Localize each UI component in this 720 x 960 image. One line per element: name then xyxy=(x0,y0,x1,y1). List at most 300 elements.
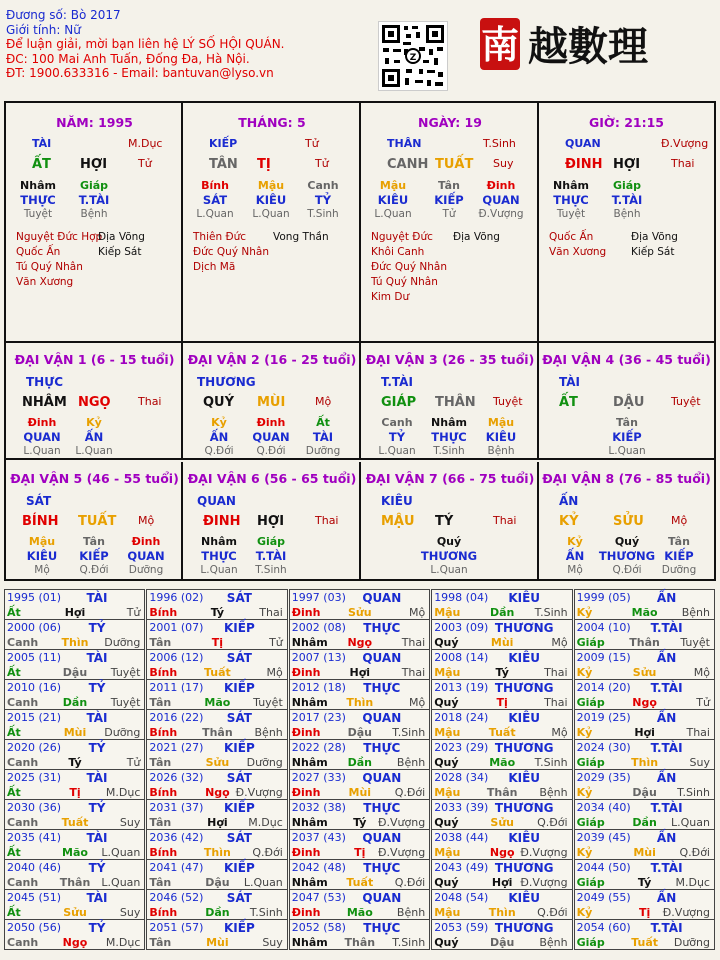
year-god: THỰC xyxy=(363,801,401,815)
year-stem: Nhâm xyxy=(291,696,328,709)
year-state: Dưỡng xyxy=(104,726,141,739)
year-branch: Mùi xyxy=(490,636,514,649)
header-info xyxy=(6,8,366,81)
year-god: KIÊU xyxy=(508,891,541,905)
year-branch: Tuất xyxy=(631,936,658,949)
pillar-branch-state: Thai xyxy=(671,157,695,170)
year-god: THỰC xyxy=(363,741,401,755)
year-cell xyxy=(146,679,287,710)
dv-hidden-stem: Canh xyxy=(381,416,413,429)
year-state: Mộ xyxy=(551,726,568,739)
year-state: Dưỡng xyxy=(104,636,141,649)
year-label: 2047 (53) xyxy=(291,891,346,904)
pillar-god: QUAN xyxy=(565,137,601,150)
hidden-state: Bệnh xyxy=(80,208,108,220)
dai-van-branch: HỢI xyxy=(257,514,285,529)
year-stem: Canh xyxy=(7,636,39,649)
year-label: 2024 (30) xyxy=(576,741,631,754)
year-branch: Dậu xyxy=(489,936,515,949)
star-left: Đức Quý Nhân xyxy=(193,246,269,258)
year-cell xyxy=(289,919,430,950)
dv-hidden-state: Q.Đới xyxy=(79,564,109,576)
star-left: Tú Quý Nhân xyxy=(371,276,438,288)
year-branch: Thìn xyxy=(346,696,374,709)
year-state: Thai xyxy=(401,666,426,679)
year-state: Q.Đới xyxy=(394,786,426,799)
year-god: TÀI xyxy=(86,711,108,725)
dv-hidden-stem: Đinh xyxy=(256,416,286,429)
dai-van-2 xyxy=(183,343,361,460)
year-label: 2013 (19) xyxy=(434,681,489,694)
dv-hidden-god: KIÊU xyxy=(485,430,517,444)
year-stem: Kỷ xyxy=(576,606,593,619)
year-state: Dưỡng xyxy=(246,756,283,769)
hidden-stem: Đinh xyxy=(486,179,516,192)
year-stem: Ất xyxy=(7,846,21,859)
dv-hidden-god: ẤN xyxy=(565,549,585,563)
year-state: Mộ xyxy=(693,666,710,679)
year-cell xyxy=(146,739,287,770)
year-stem: Mậu xyxy=(434,906,461,919)
year-state: M.Dục xyxy=(248,816,283,829)
year-cell xyxy=(4,649,145,680)
year-branch: Sửu xyxy=(63,906,87,919)
year-god: KIẾP xyxy=(224,621,255,635)
year-label: 2034 (40) xyxy=(576,801,631,814)
year-cell xyxy=(289,889,430,920)
dai-van-stem: MẬU xyxy=(381,514,415,529)
year-branch: Ngọ xyxy=(347,636,373,649)
dai-van-stem: GIÁP xyxy=(381,395,417,410)
year-state: Đ.Vượng xyxy=(520,876,568,889)
hidden-state: Tuyệt xyxy=(556,208,586,220)
hidden-god: KIÊU xyxy=(377,193,409,207)
year-label: 2033 (39) xyxy=(434,801,489,814)
year-god: THƯƠNG xyxy=(494,741,554,755)
year-cell xyxy=(4,619,145,650)
year-god: KIẾP xyxy=(224,801,255,815)
year-branch: Dậu xyxy=(62,666,88,679)
year-state: M.Dục xyxy=(105,936,141,949)
pillar-stem: TÂN xyxy=(209,157,238,172)
hidden-god: THỰC xyxy=(553,193,589,207)
dai-van-branch: MÙI xyxy=(257,395,286,410)
year-branch: Ngọ xyxy=(62,936,88,949)
year-god: KIẾP xyxy=(224,741,255,755)
year-branch: Mão xyxy=(489,756,516,769)
year-god: QUAN xyxy=(362,891,402,905)
dv-hidden-state: Mộ xyxy=(34,564,50,576)
year-stem: Nhâm xyxy=(291,816,328,829)
dai-van-branch: NGỌ xyxy=(78,395,111,410)
year-branch: Tị xyxy=(638,906,651,919)
pillar-branch: HỢI xyxy=(613,157,641,172)
dv-hidden-stem: Tân xyxy=(83,535,105,548)
year-stem: Tân xyxy=(149,756,172,769)
year-label: 2020 (26) xyxy=(7,741,62,754)
pillar-branch-state: Suy xyxy=(493,157,514,170)
year-label: 2000 (06) xyxy=(7,621,62,634)
pillar-god-state: T.Sinh xyxy=(483,137,516,150)
dv-hidden-god: THỰC xyxy=(201,549,237,563)
year-stem: Nhâm xyxy=(291,936,328,949)
year-cell xyxy=(431,919,572,950)
star-left: Đức Quý Nhân xyxy=(371,261,447,273)
year-stem: Giáp xyxy=(576,636,605,649)
dai-van-title: ĐẠI VẬN 4 (36 - 45 tuổi) xyxy=(542,352,711,367)
dai-van-stem: BÍNH xyxy=(22,514,59,529)
year-stem: Giáp xyxy=(576,756,605,769)
year-god: THỰC xyxy=(363,681,401,695)
star-left: Tú Quý Nhân xyxy=(16,261,83,273)
year-label: 2053 (59) xyxy=(434,921,489,934)
dai-van-state: Thai xyxy=(493,514,517,527)
year-branch: Dần xyxy=(347,756,372,769)
pillar-branch-state: Tử xyxy=(138,157,152,170)
year-state: Tuyệt xyxy=(253,696,283,709)
year-branch: Mùi xyxy=(206,936,229,949)
dv-hidden-state: T.Sinh xyxy=(433,445,465,457)
dv-hidden-stem: Mậu xyxy=(28,535,56,548)
dai-van-8 xyxy=(539,462,714,579)
year-branch: Tý xyxy=(637,876,652,889)
star-left: Kim Dư xyxy=(371,291,410,303)
year-label: 2008 (14) xyxy=(434,651,489,664)
year-state: Đ.Vượng xyxy=(662,906,710,919)
pillar-1 xyxy=(6,103,183,341)
dai-van-5 xyxy=(6,462,183,579)
year-stem: Kỷ xyxy=(576,906,593,919)
pillar-branch: TỊ xyxy=(257,157,271,172)
year-god: QUAN xyxy=(362,771,402,785)
year-label: 1999 (05) xyxy=(576,591,631,604)
year-cell xyxy=(574,859,715,890)
year-state: Thai xyxy=(686,726,710,739)
dv-hidden-state: Dưỡng xyxy=(661,564,697,576)
year-cell xyxy=(4,589,145,620)
dai-van-state: Tuyệt xyxy=(671,395,701,408)
year-stem: Mậu xyxy=(434,606,461,619)
year-label: 2022 (28) xyxy=(291,741,346,754)
hidden-god: T.TÀI xyxy=(611,193,643,207)
year-stem: Mậu xyxy=(434,786,461,799)
year-god: TỶ xyxy=(88,921,106,935)
year-cell xyxy=(574,619,715,650)
year-label: 2014 (20) xyxy=(576,681,631,694)
year-cell xyxy=(574,919,715,950)
dai-van-6 xyxy=(183,462,361,579)
star-right: Vong Thần xyxy=(273,231,329,243)
year-state: L.Quan xyxy=(101,876,141,889)
year-stem: Quý xyxy=(434,936,459,949)
dv-hidden-state: L.Quan xyxy=(430,564,468,576)
dv-hidden-state: L.Quan xyxy=(608,445,646,457)
year-state: Suy xyxy=(119,816,141,829)
svg-text:越數理: 越數理 xyxy=(528,23,648,70)
pillar-god-state: Đ.Vượng xyxy=(661,137,709,150)
year-stem: Bính xyxy=(149,606,178,619)
dv-hidden-stem: Đinh xyxy=(27,416,57,429)
year-label: 2010 (16) xyxy=(7,681,62,694)
year-state: Mộ xyxy=(408,696,426,709)
year-cell xyxy=(431,619,572,650)
dai-van-state: Mộ xyxy=(138,514,155,527)
year-branch: Mão xyxy=(346,906,373,919)
year-state: T.Sinh xyxy=(534,606,568,619)
year-state: T.Sinh xyxy=(392,726,426,739)
pillar-stem: ẤT xyxy=(32,157,51,172)
dai-van-title: ĐẠI VẬN 8 (76 - 85 tuổi) xyxy=(542,471,711,486)
year-state: Suy xyxy=(119,906,141,919)
year-stem: Mậu xyxy=(434,726,461,739)
year-stem: Ất xyxy=(7,666,21,679)
dv-hidden-god: QUAN xyxy=(127,549,165,563)
year-stem: Quý xyxy=(434,636,459,649)
year-label: 2027 (33) xyxy=(291,771,346,784)
year-stem: Canh xyxy=(7,936,39,949)
year-state: Bệnh xyxy=(681,606,710,619)
year-label: 2004 (10) xyxy=(576,621,631,634)
year-branch: Dần xyxy=(62,696,88,709)
owner-line: Đương số: Bò 2017 xyxy=(6,8,121,22)
year-label: 2009 (15) xyxy=(576,651,631,664)
year-state: Tuyệt xyxy=(110,696,141,709)
year-label: 2019 (25) xyxy=(576,711,631,724)
year-god: ẤN xyxy=(656,771,677,785)
year-god: THỰC xyxy=(363,921,401,935)
year-branch: Mão xyxy=(631,606,658,619)
dv-hidden-stem: Tân xyxy=(668,535,690,548)
year-label: 2032 (38) xyxy=(291,801,346,814)
year-label: 2018 (24) xyxy=(434,711,489,724)
dv-hidden-stem: Quý xyxy=(614,535,640,548)
year-stem: Canh xyxy=(7,876,39,889)
year-state: Bệnh xyxy=(396,756,426,769)
dai-van-3 xyxy=(361,343,539,460)
year-cell xyxy=(574,829,715,860)
year-state: L.Quan xyxy=(671,816,710,829)
year-stem: Tân xyxy=(149,936,172,949)
year-label: 2054 (60) xyxy=(576,921,631,934)
year-stem: Bính xyxy=(149,726,178,739)
year-god: THƯƠNG xyxy=(494,921,554,935)
year-label: 2037 (43) xyxy=(291,831,346,844)
year-cell xyxy=(146,889,287,920)
year-cell xyxy=(289,799,430,830)
year-state: Q.Đới xyxy=(252,846,283,859)
year-stem: Quý xyxy=(434,876,459,889)
year-state: Tử xyxy=(126,606,141,619)
year-state: Suy xyxy=(689,756,710,769)
year-cell xyxy=(574,679,715,710)
dai-van-branch: DẬU xyxy=(613,395,645,410)
hidden-stem: Mậu xyxy=(379,179,407,192)
year-state: T.Sinh xyxy=(392,936,426,949)
dai-van-god: ẤN xyxy=(559,494,579,508)
dai-van-7 xyxy=(361,462,539,579)
year-state: Q.Đới xyxy=(679,846,710,859)
year-cell xyxy=(4,709,145,740)
dv-hidden-god: KIẾP xyxy=(612,430,642,444)
year-cell xyxy=(574,769,715,800)
hidden-state: L.Quan xyxy=(374,208,412,220)
dv-hidden-stem: Ất xyxy=(316,416,330,429)
year-label: 2028 (34) xyxy=(434,771,489,784)
hidden-god: KIẾP xyxy=(434,193,464,207)
year-branch: Ngọ xyxy=(205,786,230,799)
year-god: ẤN xyxy=(656,651,677,665)
dai-van-branch: TÝ xyxy=(435,514,454,529)
hidden-stem: Giáp xyxy=(79,179,109,192)
year-state: Bệnh xyxy=(539,786,568,799)
year-cell xyxy=(4,679,145,710)
year-branch: Mùi xyxy=(348,786,372,799)
year-god: QUAN xyxy=(362,651,402,665)
year-cell xyxy=(289,679,430,710)
pillar-2 xyxy=(183,103,361,341)
year-state: Bệnh xyxy=(539,936,568,949)
year-stem: Tân xyxy=(149,876,172,889)
pillar-title: NGÀY: 19 xyxy=(418,115,482,130)
star-right: Địa Võng xyxy=(631,231,678,243)
year-state: T.Sinh xyxy=(677,786,710,799)
star-left: Dịch Mã xyxy=(193,261,236,273)
year-stem: Ất xyxy=(7,606,21,619)
year-cell xyxy=(289,709,430,740)
hidden-state: T.Sinh xyxy=(307,208,339,220)
dai-van-god: THỰC xyxy=(26,375,64,389)
hidden-state: Tử xyxy=(442,208,456,220)
year-branch: Tý xyxy=(353,816,367,829)
year-label: 2050 (56) xyxy=(7,921,62,934)
year-label: 2021 (27) xyxy=(149,741,204,754)
hidden-state: Bệnh xyxy=(613,208,641,220)
year-god: KIẾP xyxy=(224,921,255,935)
year-cell xyxy=(431,739,572,770)
year-label: 1996 (02) xyxy=(149,591,204,604)
dai-van-title: ĐẠI VẬN 7 (66 - 75 tuổi) xyxy=(365,471,535,486)
year-stem: Nhâm xyxy=(291,756,328,769)
year-stem: Bính xyxy=(149,846,178,859)
year-label: 2042 (48) xyxy=(291,861,346,874)
year-god: TÀI xyxy=(86,831,108,845)
year-cell xyxy=(4,919,145,950)
year-state: Thai xyxy=(259,606,283,619)
year-branch: Hợi xyxy=(349,666,371,679)
year-god: SÁT xyxy=(226,831,252,845)
star-left: Quốc Ấn xyxy=(549,231,594,243)
year-god: THỰC xyxy=(363,861,401,875)
year-cell xyxy=(431,709,572,740)
year-god: ẤN xyxy=(656,891,677,905)
dv-hidden-state: L.Quan xyxy=(200,564,238,576)
year-stem: Giáp xyxy=(576,696,605,709)
year-god: ẤN xyxy=(656,711,677,725)
year-cell xyxy=(4,859,145,890)
pillar-title: GIỜ: 21:15 xyxy=(589,115,664,130)
year-cell xyxy=(431,829,572,860)
logo xyxy=(480,12,710,78)
star-left: Thiên Đức xyxy=(193,231,247,243)
dv-hidden-god: ẤN xyxy=(209,430,229,444)
year-cell xyxy=(574,739,715,770)
year-branch: Ngọ xyxy=(489,846,515,859)
year-label: 2045 (51) xyxy=(7,891,62,904)
year-branch: Tý xyxy=(495,666,509,679)
year-god: KIÊU xyxy=(508,711,541,725)
dv-hidden-god: QUAN xyxy=(23,430,61,444)
dai-van-branch: TUẤT xyxy=(78,514,117,529)
year-cell xyxy=(146,589,287,620)
pillar-title: NĂM: 1995 xyxy=(56,115,133,130)
year-god: KIÊU xyxy=(508,651,541,665)
pillar-4 xyxy=(539,103,714,341)
year-stem: Quý xyxy=(434,816,459,829)
dv-hidden-state: Q.Đới xyxy=(256,445,286,457)
year-stem: Giáp xyxy=(576,876,605,889)
year-state: Đ.Vượng xyxy=(520,846,568,859)
dai-van-stem: ẤT xyxy=(559,395,578,410)
year-label: 2031 (37) xyxy=(149,801,204,814)
year-cell xyxy=(574,649,715,680)
year-cell xyxy=(574,889,715,920)
dai-van-god: TÀI xyxy=(559,375,581,389)
year-branch: Dậu xyxy=(347,726,372,739)
year-god: KIẾP xyxy=(224,681,255,695)
year-cell xyxy=(431,649,572,680)
year-label: 2040 (46) xyxy=(7,861,62,874)
year-label: 2049 (55) xyxy=(576,891,631,904)
year-god: KIÊU xyxy=(508,591,541,605)
dv-hidden-god: TỶ xyxy=(388,430,406,444)
year-cell xyxy=(146,859,287,890)
star-left: Nguyệt Đức xyxy=(371,231,433,243)
year-state: M.Dục xyxy=(105,786,141,799)
year-stem: Đinh xyxy=(291,666,321,679)
year-branch: Thìn xyxy=(488,906,516,919)
year-label: 2011 (17) xyxy=(149,681,204,694)
year-state: Bệnh xyxy=(396,906,426,919)
year-stem: Tân xyxy=(149,816,172,829)
dv-hidden-stem: Nhâm xyxy=(201,535,237,548)
year-god: SÁT xyxy=(226,771,252,785)
year-state: Thai xyxy=(544,666,568,679)
year-god: THƯƠNG xyxy=(494,681,554,695)
year-label: 2035 (41) xyxy=(7,831,62,844)
star-left: Khôi Canh xyxy=(371,246,425,258)
year-stem: Đinh xyxy=(291,606,321,619)
year-stem: Bính xyxy=(149,666,178,679)
dai-van-stem: KỶ xyxy=(559,514,579,529)
year-cell xyxy=(289,589,430,620)
hidden-stem: Tân xyxy=(438,179,460,192)
year-cell xyxy=(574,589,715,620)
year-stem: Kỷ xyxy=(576,846,593,859)
year-cell xyxy=(431,859,572,890)
year-branch: Mão xyxy=(204,696,231,709)
star-right: Kiếp Sát xyxy=(631,246,675,258)
year-state: T.Sinh xyxy=(534,756,568,769)
hidden-state: L.Quan xyxy=(252,208,290,220)
year-god: TÀI xyxy=(86,771,108,785)
year-god: ẤN xyxy=(656,831,677,845)
dai-van-panel xyxy=(4,341,716,581)
year-branch: Thìn xyxy=(61,636,89,649)
dai-van-state: Tuyệt xyxy=(493,395,523,408)
year-state: Thai xyxy=(401,636,426,649)
year-state: L.Quan xyxy=(101,846,141,859)
year-cell xyxy=(574,799,715,830)
